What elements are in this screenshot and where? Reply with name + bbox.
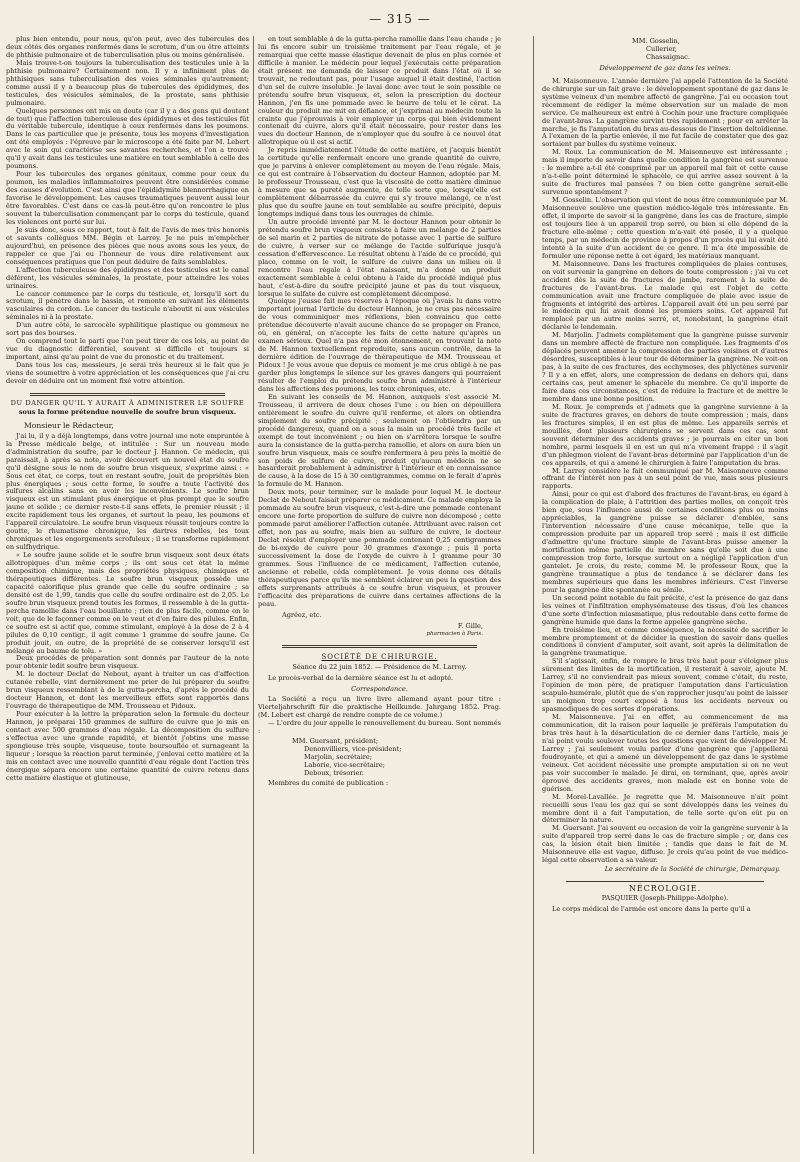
meeting-line: Séance du 22 juin 1852. — Présidence de M. Larrey. xyxy=(292,663,467,672)
paragraph: M. Morel-Lavallée. Je regrette que M. Maisonneuve n'ait point recueilli sous l'eau les gaz qui se sont développés dans les veines du membre dont il a fait l'amputation, de telle sorte qu'on eût pu en déterminer la nature. xyxy=(542,792,788,825)
election: — L'ordre du jour appelle le renouvellement du bureau. Sont nommés : xyxy=(258,719,501,736)
paragraph: Pour les tubercules des organes génitaux, comme pour ceux du poumon, les maladies inflammatoires peuvent être considérées comme des causes d'évolution. C'est ainsi que l'épididymite blennorrhagique en favorise le développement. Les causes traumatiques peuvent aussi leur être favorables. C'est dans ce cas-là peut-être qu'on rencontre le plus souvent la tuberculisation commençant par le corps du testicule, quand les violences ont porté sur lui. xyxy=(6,170,249,226)
paragraph: Deux mots, pour terminer, sur le malade pour lequel M. le docteur Declat de Nebout faisait préparer ce médicament. Ce malade employa la pommade au soufre brun visqueux, c'est-à-dire une pommade contenant encore une forte proportion de sulfure de cuivre non décomposé ; cette pommade parut améliorer l'affection cutanée. Attribuant avec raison cet effet, non pas au soufre, mais bien au sulfure de cuivre, le docteur Declat résolut d'employer une pommade contenant 0,25 centigrammes de bi-oxyde de cuivre pour 30 grammes d'axonge ; puis il porta successivement la dose de l'oxyde de cuivre à 1 gramme pour 30 grammes. Sous l'influence de ce médicament, l'affection cutanée, ancienne et rebelle, céda complètement. Je vous donne ces détails thérapeutiques parce qu'ils me semblent éclairer un peu la question des effets surprenants attribués à ce soufre brun visqueux, et prouver l'efficacité des préparations de cuivre dans certaines affections de la peau. xyxy=(258,488,501,608)
column-rule-right xyxy=(533,36,534,1154)
section-divider xyxy=(30,393,225,396)
article-subheading: sous la forme prétendue nouvelle de soufre brun visqueux. xyxy=(18,407,237,416)
paragraph: M. Gosselin. L'observation qui vient de nous être communiquée par M. Maisonneuve soulève une question médico-légale très intéressante. En effet, il importe de savoir si la gangrène, dans les cas de fracture, simple est toujours liée à un appareil trop serré, ou bien si elle dépend de la fracture elle-même ; cette question m'a-vait été posée, il y a quelque temps, par un médecin de province à propos d'un procès qui lui avait été intenté à la suite d'un accident de ce genre. Il m'a été impossible de formuler une réponse nette à cet égard, les matériaux manquant. xyxy=(542,196,788,260)
column-1 xyxy=(6,36,249,1154)
committee-member: Cullerier, xyxy=(646,44,677,53)
closing: Agréez, etc. xyxy=(282,610,322,619)
officer: Deboux, trésorier. xyxy=(304,768,364,777)
paragraph: On comprend tout le parti que l'on peut tirer de ces lois, au point de vue du diagnostic différentiel, souvent si difficile et toujours si important, ainsi qu'au point de vue du pronostic et du traitement. xyxy=(6,337,249,362)
officer: Denonvilliers, vice-président; xyxy=(304,745,402,754)
secretary-signature: Le secrétaire de la Société de chirurgie, Demarquay. xyxy=(604,865,780,874)
correspondence-title: Correspondance. xyxy=(351,685,408,694)
paragraph: M. Maisonneuve. J'ai en effet, au commencement de ma communication, dit la raison pour laquelle je préférais l'amputation du bras très haut à la désarticulation de ce dernier dans l'article, mais je n'ai point voulu soulever toutes les questions que vient de développer M. Larrey ; j'ai seulement voulu parler d'une gangrène que j'appellerai foudroyante, et qui a amené un développement de gaz dans le système veineux. Cet accident nécessite une prompte amputation si on ne veut pas voir succomber le malade. Je dirai, en terminant, que, après avoir éprouvé des accidents graves, mon malade est en bonne voie de guérison. xyxy=(542,713,788,793)
column-3 xyxy=(542,36,788,1154)
committee-names xyxy=(632,38,788,62)
paragraph: Un second point notable du fait précité, c'est la présence de gaz dans les veines et l'infiltration emphysémateuse des tissus, d'où les chances d'une sorte d'infection miasmatique, plus redoutable dans cette forme de gangrène humide que dans la forme appelée gangrène sèche. xyxy=(542,593,788,626)
paragraph: « Le soufre jaune solide et le soufre brun visqueux sont deux états allotropiques d'un même corps ; ils ont sous cet état la même composition chimique, mais des propriétés physiques, chimiques et thérapeutiques différentes. Le soufre brun visqueux possède une capacité calorifique plus grande que celle du soufre ordinaire ; sa densité est de 1,99, tandis que celle du soufre ordinaire est de 2,05. Le soufre brun visqueux prend toutes les formes, il ressemble à de la gutta-percha ramollie dans l'eau bouillante ; rien de plus facile, comme on le voit, que de le façonner comme on le veut et d'en faire des pilules. Enfin, ce soufre est si actif que, comme stimulant, employé à la dose de 2 à 4 pilules de 0,10 centigr., il agit comme 1 gramme de soufre jaune. Ce produit jouit, en outre, de la propriété de se conserver lorsqu'il est mélangé au baume de tolu. » xyxy=(6,551,249,655)
signature-note: pharmacien à Paris. xyxy=(426,630,483,637)
section-divider xyxy=(282,645,477,648)
officer: Laborie, vice-secrétaire; xyxy=(304,760,385,769)
paragraph: M. Marjolin. J'admets complètement que la gangrène puisse survenir dans un membre affecté de fracture non compliquée. Les fragments d'os déplacés peuvent amener la compression des parties voisines et d'autres désordres, susceptibles à leur tour de déterminer la gangrène. Ne voit-on pas, à la suite de ces fractures, des ecchymoses, des phlyctènes survenir ? Il y a en effet, alors, une compression de dedans en dehors qui, dans certains cas, peut amener le sphacèle du membre. Ce qu'il importe de faire dans ces circonstances, c'est de réduire la fracture et de mettre le membre dans une bonne position. xyxy=(542,331,788,403)
committee-member: Chassaignac. xyxy=(646,52,690,61)
section-divider xyxy=(566,881,764,882)
paragraph: Dans tous les cas, messieurs, je serai très heureux si le fait que je viens de soumettre à votre appréciation et les conséquences que j'ai cru devoir en déduire ont un moment fixé votre attention. xyxy=(6,361,249,385)
section-title: Développement de gaz dans les veines. xyxy=(599,63,731,72)
paragraph: M. Guersant. J'ai souvent eu occasion de voir la gangrène survenir à la suite d'appareil trop serré dans le cas de fracture simple ; or, dans ces cas, la lésion était bien limitée ; tandis que dans le fait de M. Maisonneuve elle est vague, diffuse. Je crois qu'au point de vue médico-légal cette observation a sa valeur. xyxy=(542,824,788,865)
paragraph: Je suis donc, sous ce rapport, tout à fait de l'avis de mes très honorés et savants collègues MM. Bégin et Larrey. Je ne puis m'empêcher aujourd'hui, en présence des pièces que nous avons sous les yeux, de rappeler ce que j'ai eu l'honneur de vous dire relativement aux conséquences pratiques que l'on peut déduire de faits semblables. xyxy=(6,225,249,266)
paragraph: M. Maisonneuve. L'année dernière j'ai appelé l'attention de la Société de chirurgie sur un fait grave : le développement spontané de gaz dans le système veineux d'un membre affecté de gangrène. J'ai eu occasion tout récemment de rédiger la même observation sur un malade de mon service. Ce malheureux est entré à Cochin pour une fracture compliquée de l'avant-bras. La gangrène survint très rapidement ; pour en arrêter la marche, je fis l'amputation du bras au-dessous de l'insertion deltoïdienne. A l'examen de la partie enlevée, il me fut facile de constater que des gaz sortaient par bulles du système veineux. xyxy=(542,76,788,149)
signature: F. Gille, xyxy=(457,621,483,630)
paragraph: S'il s'agissait, enfin, de rompre le bras très haut pour s'éloigner plus sûrement des limites de la mortification, il resterait à savoir, ajoute M. Larrey, s'il ne conviendrait pas mieux souvent, comme c'était, du reste, l'opinion de mon père, de pratiquer l'amputation dans l'articulation scapulo-humérale, plutôt que de s'en rapprocher jusqu'au point de laisser un moignon trop court exposé à tous les accidents nerveux ou spasmodiques de ces sortes d'opérations. xyxy=(542,657,788,714)
paragraph: Mais trouve-t-on toujours la tuberculisation des testicules unie à la phthisie pulmonaire? Certainement non. Il y a infiniment plus de phthisiques sans tuberculisation des voies séminales qu'autrement; comme aussi il y a beaucoup plus de tubercules des épididymes, des testicules, des vésicules séminales, de la prostate, sans phthisie pulmonaire. xyxy=(6,58,249,107)
paragraph: Un autre procédé inventé par M. le docteur Hannon pour obtenir le prétendu soufre brun visqueux consiste à faire un mélange de 2 parties de sel marin et 2 parties de nitrate de potasse avec 1 partie de sulfure de cuivre, à verser sur ce mélange de l'acide sulfurique jusqu'à cessation d'effervescence. Le résultat obtenu à l'aide de ce procédé, qui place, comme on le voit, le sulfure de cuivre dans un milieu où il rencontre l'eau régale à l'état naissant, m'a donné un produit exactement semblable à celui obtenu à l'aide du procédé indiqué plus haut, c'est-à-dire du soufre précipité jaune et pas du tout visqueux, lorsque le sulfate de cuivre est complètement décomposé. xyxy=(258,217,501,298)
paragraph: Ainsi, pour ce qui est d'abord des fractures de l'avant-bras, eu égard à la complication de plaie, à l'attrition des parties molles, on conçoit très bien que, sous l'influence aussi de certaines conditions plus ou moins appréciables, la gangrène puisse se déclarer d'emblée, sans l'intervention nécessaire d'une cause mécanique, telle que la compression produite par un appareil trop serré ; mais il est difficile d'admettre qu'une fracture simple de l'avant-bras puisse amener la mortification même partielle du membre sans qu'elle soit due à une compression trop forte, lorsque surtout on a négligé l'application d'un gantelet. Je crois, du reste, comme M. le professeur Roux, que la gangrène traumatique a plus de tendance à se déclarer dans les membres supérieurs que dans les membres inférieurs. C'est l'inverse pour la gangrène dite spontanée ou sénile. xyxy=(542,490,788,594)
article-heading: DU DANGER QU'IL Y AURAIT À ADMINISTRER LE SOUFRE xyxy=(10,398,245,407)
officer: Marjolin, secrétaire; xyxy=(304,752,373,761)
paragraph: M. Larrey considère le fait communiqué par M. Maisonneuve comme offrant de l'intérêt non pas à un seul point de vue, mais sous plusieurs rapports. xyxy=(542,466,788,491)
paragraph: M. Maisonneuve. Dans les fractures compliquées de plaies contuses, on voit survenir la gangrène en dehors de toute compression ; j'ai vu cet accident dès la suite de fractures de jambe, rarement à la suite de fractures de l'avant-bras. Le malade qui est l'objet de cette communication avait une fracture compliquée de plaie avec issue de fragments et intégrité des artères. L'appareil avait été un peu serré par le médecin qui lui avait donné les premiers soins. Cet appareil fut remplacé par un autre moins serré, et, nonobstant, la gangrène était déclarée le lendemain. xyxy=(542,259,788,332)
society-title: SOCIÉTÉ DE CHIRURGIE. xyxy=(321,653,438,662)
officers-list xyxy=(292,738,501,778)
paragraph: Quoique j'eusse fait mes réserves à l'époque où j'avais lu dans votre important journal l'article du docteur Hannon, je ne crus pas nécessaire de vous communiquer mes réflexions, bien convaincu que cette prétendue découverte n'avait aucune chance de se propager en France, où, en général, on n'accepte les faits de cette nature qu'après un examen sérieux. Quel n'a pas été mon étonnement, en trouvant la note de M. Hannon textuellement reproduite, sans aucun contrôle, dans la dernière édition de l'ouvrage de thérapeutique de MM. Trousseau et Pidoux ! Je vous avoue que depuis ce moment je me crus obligé à ne pas garder plus longtemps le silence sur les graves dangers qui pourraient résulter de l'emploi du prétendu soufre brun administré à l'intérieur dans les affections des poumons, les toux chroniques, etc. xyxy=(258,297,501,393)
column-2 xyxy=(258,36,501,1154)
obituary-title: NÉCROLOGIE. xyxy=(628,884,702,894)
page-number: — 315 — xyxy=(369,12,431,26)
paragraph: Je repris immédiatement l'étude de cette matière, et j'acquis bientôt la certitude qu'elle renfermait encore une grande quantité de cuivre, que je parvins à enlever complètement au moyen de l'eau régale. Mais, ce qui est contraire à l'observation du docteur Hannon, adoptée par M. le professeur Trousseau, c'est que la viscosité de cette matière diminue à mesure que sa pureté augmente, de telle sorte que, lorsqu'elle est complètement débarrassée du cuivre qui s'y trouve mélangé, ce n'est plus que du soufre jaune en tout semblable au soufre précipité, depuis longtemps indiqué dans tous les ouvrages de chimie. xyxy=(258,146,501,218)
paragraph: M. le docteur Declat de Nebout, ayant à traiter un cas d'affection cutanée rebelle, vint dernièrement me prier de lui préparer du soufre brun visqueux ressemblant à de la gutta-percha, d'après le procédé du docteur Hannon, et dont les merveilleux effets sont rapportés dans l'ouvrage de thérapeutique de MM. Trousseau et Pidoux. xyxy=(6,670,249,711)
officer: MM. Guersant, président; xyxy=(292,737,379,746)
salutation: Monsieur le Rédacteur, xyxy=(24,420,114,430)
paragraph: M. Roux. La communication de M. Maisonneuve est intéressante ; mais il importe de savoir dans quelle condition la gangrène est survenue : le membre a-t-il été comprimé par un appareil mal fait et cette cause n'a-t-elle point déterminé le sphacèle, ce qui arrive assez souvent à la suite de fractures mal pansées ? ou bien cette gangrène serait-elle survenue spontanément ? xyxy=(542,148,788,197)
column-rule-left xyxy=(253,36,254,1154)
minutes: Le procès-verbal de la dernière séance est lu et adopté. xyxy=(268,674,454,683)
paragraph: plus bien entendu, pour nous, qu'on peut, avec des tubercules des deux côtés des organes renfermés dans le scrotum, d'un ou être atteints de phthisie pulmonaire et de tuberculisation plus ou moins généralisée. xyxy=(6,36,249,59)
paragraph: D'un autre côté, le sarcocèle syphilitique plastique ou gommeux ne sort pas des bourses. xyxy=(6,321,249,338)
paragraph: Pour exécuter à la lettre la préparation selon la formule du docteur Hannon, je préparai 150 grammes de sulfure de cuivre que je mis en contact avec 500 grammes d'eau régale. La décomposition du sulfure s'effectua avec une grande rapidité, et bientôt j'obtins une masse spongieuse très souple, visqueuse, toute boursouflée et surnageant la liqueur ; lorsque la réaction parut terminée, j'enlevai cette matière et la mis en contact avec une nouvelle quantité d'eau régale dont l'action très énergique sépara encore une certaine quantité de cuivre retenu dans cette matière élastique et glutineuse, xyxy=(6,710,249,782)
paragraph: En troisième lieu, et comme conséquence, la nécessité de sacrifier le membre promptement et de décider la question de savoir dans quelles conditions il convient d'amputer, soit avant, soit après la délimitation de la gangrène traumatique. xyxy=(542,625,788,658)
committee-member: MM. Gosselin, xyxy=(632,37,680,45)
paragraph: Le cancer commence par le corps du testicule, et, lorsqu'il sort du scrotum, il pénètre dans le bassin, et remonte en suivant les éléments vasculaires du cordon. Le cancer du testicule n'aboutit ni aux vésicules séminales ni à la prostate. xyxy=(6,289,249,322)
obituary-name: PASQUIER (Joseph-Philippe-Adolphe). xyxy=(601,894,729,903)
paragraph: En suivant les conseils de M. Hannon, auxquels s'est associé M. Trousseau, il arrivera de deux choses l'une : ou bien on dépouillera entièrement le soufre du cuivre qu'il renferme, et alors on obtiendra simplement du soufre précipité ; seulement on l'obtiendra par un procédé dangereux, quand on a sous la main un procédé très facile et exempt de tout inconvénient ; ou bien on s'arrêtera lorsque le soufre aura la consistance de la gutta-percha ramollie, et alors on aura bien un soufre brun visqueux, mais ce soufre renfermera à peu près la moitié de son poids de sulfure de cuivre, produit qu'aucun médecin ne se hasarderait probablement à administrer à l'intérieur et en connaissance de cause, à la dose de 15 à 30 centigrammes, comme on le ferait d'après la formule de M. Hannon. xyxy=(258,392,501,489)
paragraph: M. Roux. Je comprends et j'admets que la gangrène survienne à la suite de fractures graves, en dehors de toute compression ; mais, dans les fractures simples, il en est plus de même. Les appareils serrés et mouillés, dont plusieurs chirurgiens se servent dans ces cas, sont souvent déterminer des accidents graves ; je pourrais en citer un bon nombre, parmi lesquels il en est un qui m'a vivement frappé : il s'agit d'un phlegmon violent de l'avant-bras déterminé par l'application d'un de ces appareils, et qui a amené le chirurgien à faire l'amputation du bras. xyxy=(542,402,788,467)
paragraph: L'affection tuberculeuse des épididymes et des testicules est le canal déférent, les vésicules séminales, la prostate, pour atteindre les voies urinaires. xyxy=(6,265,249,290)
paragraph: Deux procédés de préparation sont donnés par l'auteur de la note pour obtenir ledit soufre brun visqueux. xyxy=(6,654,249,671)
paragraph: Quelques personnes ont mis en doute (car il y a des gens qui doutent de tout) que l'affection tuberculeuse des épididymes et des testicules fût du véritable tubercule, identique à ceux renfermés dans les poumons. Dans le cas particulier que je présente, tous les moyens d'investigation ont été employés : l'épreuve par le microscope a été faite par M. Lebert avec le soin qui caractérise ses savantes recherches, et l'on a trouvé qu'il y avait dans les testicules une matière en tout semblable à celle des poumons. xyxy=(6,106,249,171)
paragraph: en tout semblable à de la gutta-percha ramollie dans l'eau chaude ; je lui fis encore subir un troisième traitement par l'eau régale, et je remarquai que cette masse élastique devenait de plus en plus cornée et difficile à manier. Le médecin pour lequel j'exécutais cette préparation était présent me demanda de laisser ce produit dans l'état où il se trouvait, ne redoutant pas, pour l'usage auquel il était destiné, l'action d'un sel de cuivre insoluble. Je lavai donc avec tout le soin possible ce prétendu soufre brun visqueux, et, selon la prescription du docteur Hannon, j'en fis une pommade avec le beurre de tolu et le cérat. La couleur du produit me mit en défiance, et j'exprimai au médecin toute la crainte que j'éprouvais à voir employer un corps qui bien évidemment contenait du cuivre, alors qu'il était nécessaire, pour rester dans les vues du docteur Hannon, de n'employer que du soufre à ce nouvel état allotropique où il est si actif. xyxy=(258,36,501,147)
paragraph: J'ai lu, il y a déjà longtemps, dans votre journal une note empruntée à la Presse médicale belge, et intitulée : Sur un nouveau mode d'administration du soufre, par le docteur J. Hannon. Ce médecin, qui paraissait, à après sa note, avoir découvert un nouvel état du soufre qu'il désigne sous le nom de soufre brun visqueux, s'exprime ainsi : « Sous cet état, ce corps, tout en restant soufre, jouit de propriétés bien plus énergiques ; sous cette forme, le soufre a toute l'activité des sulfures alcalins sans en avoir les inconvénients. Le soufre brun visqueux est un stimulant plus énergique et plus prompt que le soufre jaune et solide ; ce dernier reste-t-il sans effets, le premier réussit ; il excite rapidement tous les organes, et surtout la peau, les poumons et l'appareil circulatoire. Le soufre brun visqueux réussit toujours contre la goutte, le rhumatisme chronique, les dartres rebelles, les toux chroniques et les engorgements scrofuleux ; il se transforme rapidement en sulfhydrique. xyxy=(6,431,249,552)
correspondence: La Société a reçu un livre livre allemand ayant pour titre : Vierteljahrschrift für die praktische Heilkunde. Jahrgang 1852. Prag. (M. Lebert est chargé de rendre compte de ce volume.) xyxy=(258,695,501,720)
obituary-text: Le corps médical de l'armée est encore dans la perte qu'il a xyxy=(552,905,751,914)
committee-line: Membres du comité de publication : xyxy=(268,778,389,787)
